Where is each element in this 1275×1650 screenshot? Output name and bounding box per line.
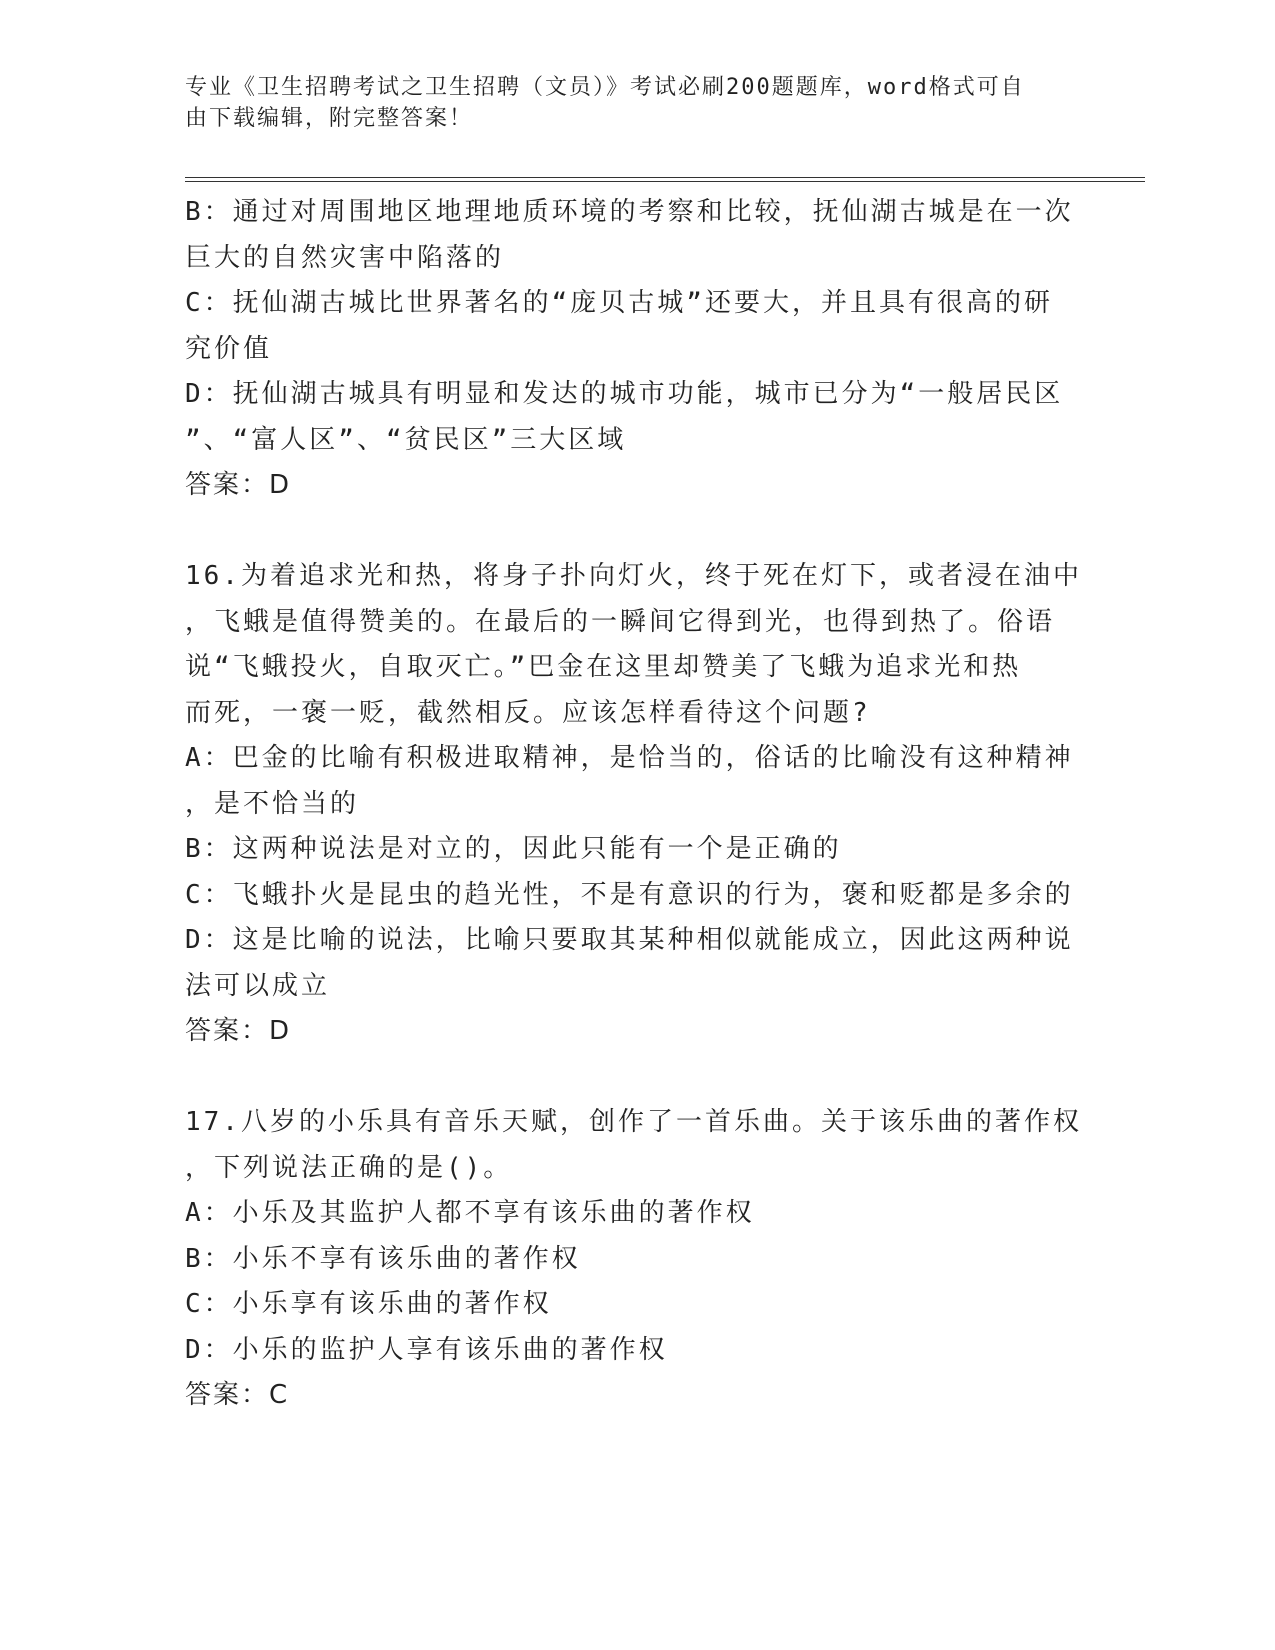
option-d-line-2: ”、“富人区”、“贫民区”三大区域	[185, 424, 627, 455]
header-line-2: 由下载编辑，附完整答案！	[185, 106, 474, 131]
answer: 答案：C	[185, 1380, 290, 1410]
header-divider-bottom	[185, 181, 1145, 182]
option-c: C：小乐享有该乐曲的著作权	[185, 1289, 552, 1319]
spacer	[185, 509, 1075, 555]
answer: 答案：D	[185, 1016, 292, 1046]
document-body	[185, 190, 1082, 1419]
option-b-line-1: B：通过对周围地区地理地质环境的考察和比较，抚仙湖古城是在一次	[185, 197, 1074, 227]
option-c: C：飞蛾扑火是昆虫的趋光性，不是有意识的行为，褒和贬都是多余的	[185, 879, 1074, 910]
spacer	[185, 1055, 1075, 1101]
question-stem-line-1: 17.八岁的小乐具有音乐天赋，创作了一首乐曲。关于该乐曲的著作权	[185, 1107, 1082, 1137]
question-stem-line-1: 16.为着追求光和热，将身子扑向灯火，终于死在灯下，或者浸在油中	[185, 561, 1082, 591]
answer: 答案：D	[185, 470, 292, 500]
header-line-1: 专业《卫生招聘考试之卫生招聘（文员）》考试必刷200题题库，word格式可自	[185, 75, 1025, 100]
option-b: B：这两种说法是对立的，因此只能有一个是正确的	[185, 834, 842, 864]
option-a: A：小乐及其监护人都不享有该乐曲的著作权	[185, 1198, 755, 1228]
option-d-line-2: 法可以成立	[185, 970, 331, 1001]
header-divider-top	[185, 177, 1145, 178]
option-d-line-1: D：抚仙湖古城具有明显和发达的城市功能，城市已分为“一般居民区	[185, 379, 1064, 409]
option-c-line-1: C：抚仙湖古城比世界著名的“庞贝古城”还要大，并且具有很高的研	[185, 288, 1053, 318]
option-b-line-2: 巨大的自然灾害中陷落的	[185, 242, 505, 273]
option-d-line-1: D：这是比喻的说法，比喻只要取其某种相似就能成立，因此这两种说	[185, 925, 1074, 955]
option-a-line-2: ，是不恰当的	[185, 788, 360, 819]
question-stem-line-4: 而死，一褒一贬，截然相反。应该怎样看待这个问题?	[185, 697, 871, 728]
question-16	[185, 554, 1082, 1055]
question-stem-line-2: ，飞蛾是值得赞美的。在最后的一瞬间它得到光，也得到热了。俗语	[185, 606, 1056, 637]
option-d: D：小乐的监护人享有该乐曲的著作权	[185, 1334, 668, 1365]
question-stem-line-2: ，下列说法正确的是()。	[185, 1152, 513, 1183]
document-header	[185, 72, 1065, 134]
question-15-continued	[185, 190, 1075, 509]
question-17	[185, 1100, 1082, 1419]
option-c-line-2: 究价值	[185, 333, 273, 364]
option-a-line-1: A：巴金的比喻有积极进取精神，是恰当的，俗话的比喻没有这种精神	[185, 743, 1074, 773]
option-b: B：小乐不享有该乐曲的著作权	[185, 1243, 581, 1274]
question-stem-line-3: 说“飞蛾投火，自取灭亡。”巴金在这里却赞美了飞蛾为追求光和热	[185, 652, 1022, 682]
